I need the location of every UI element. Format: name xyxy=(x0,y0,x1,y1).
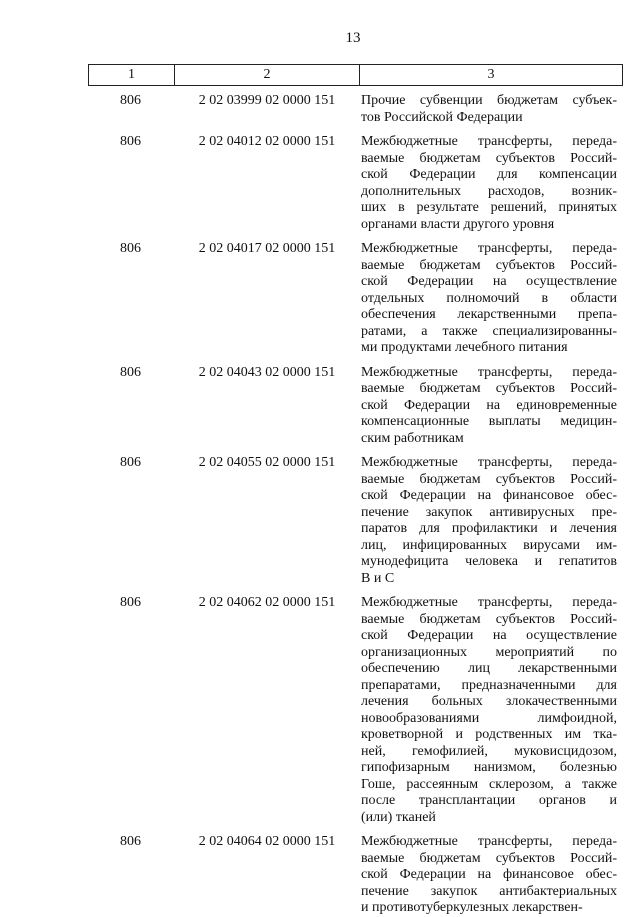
budget-classification-code-cell: 2 02 04043 02 0000 151 xyxy=(198,364,336,380)
table-row xyxy=(88,455,623,587)
revenue-name-line: обеспечению лиц лекарственными xyxy=(361,661,617,676)
revenue-name-line: ской Федерации для компенсации xyxy=(361,167,617,182)
revenue-name-line: ваемые бюджетам субъектов Россий- xyxy=(361,611,617,627)
budget-classification-code-cell: 2 02 04017 02 0000 151 xyxy=(198,241,336,256)
revenue-name-line: ми продуктами лечебного питания xyxy=(361,340,568,355)
revenue-name-line: мунодефицита человека и гепатитов xyxy=(361,554,617,569)
page-number: 13 xyxy=(345,30,361,46)
table-body xyxy=(88,93,623,917)
admin-code-cell: 806 xyxy=(120,455,141,470)
revenue-name-line: ской Федерации на финансовое обес- xyxy=(361,488,617,503)
admin-code-cell: 806 xyxy=(120,93,141,108)
revenue-name-line: Гоше, рассеянным склерозом, а также xyxy=(361,776,617,792)
revenue-name-line: кроветворной и родственных им тка- xyxy=(361,727,617,742)
revenue-name-line: препаратами, предназначенными для xyxy=(361,677,617,693)
revenue-name-line: паратов для профилактики и лечения xyxy=(361,521,617,536)
revenue-name-line: ней, гемофилией, муковисцидозом, xyxy=(361,743,617,759)
revenue-name-line: органами власти другого уровня xyxy=(361,216,555,232)
admin-code-cell: 806 xyxy=(120,364,141,380)
revenue-name-line: ваемые бюджетам субъектов Россий- xyxy=(361,850,617,866)
revenue-name-cell xyxy=(357,241,623,357)
revenue-name-line: и противотуберкулезных лекарствен- xyxy=(361,900,583,915)
revenue-name-line: тов Российской Федерации xyxy=(361,109,523,125)
revenue-name-cell xyxy=(357,834,623,917)
revenue-name-line: ской Федерации на осуществление xyxy=(361,274,617,289)
revenue-name-line: Межбюджетные трансферты, переда- xyxy=(361,455,617,470)
budget-classification-code-cell: 2 02 03999 02 0000 151 xyxy=(198,93,336,108)
budget-classification-code-cell: 2 02 04062 02 0000 151 xyxy=(198,595,336,610)
revenue-name-line: В и С xyxy=(361,570,395,586)
revenue-name-line: (или) тканей xyxy=(361,809,436,825)
revenue-name-cell xyxy=(357,455,623,587)
admin-code-cell: 806 xyxy=(120,134,141,149)
revenue-name-line: гипофизарным нанизмом, болезнью xyxy=(361,760,617,775)
revenue-name-line: ших в результате решений, принятых xyxy=(361,200,617,215)
admin-code-cell: 806 xyxy=(120,241,141,256)
revenue-name-line: ской Федерации на осуществление xyxy=(361,628,617,643)
revenue-name-line: лечения больных злокачественными xyxy=(361,694,617,709)
revenue-name-line: Межбюджетные трансферты, переда- xyxy=(361,134,617,149)
column-header-1: 1 xyxy=(89,65,175,85)
table-row xyxy=(88,134,623,233)
revenue-name-line: ской Федерации на единовременные xyxy=(361,397,617,413)
revenue-name-line: компенсационные выплаты медицин- xyxy=(361,414,617,429)
revenue-name-line: обеспечения лекарственными препа- xyxy=(361,307,617,322)
revenue-name-cell xyxy=(357,365,623,448)
revenue-name-line: ваемые бюджетам субъектов Россий- xyxy=(361,381,617,396)
budget-code-table xyxy=(88,64,623,917)
revenue-name-line: дополнительных расходов, возник- xyxy=(361,183,617,199)
revenue-name-line: ской Федерации на финансовое обес- xyxy=(361,867,617,882)
column-header-2: 2 xyxy=(175,65,360,85)
revenue-name-line: ваемые бюджетам субъектов Россий- xyxy=(361,257,617,273)
revenue-name-line: ратами, а также специализированны- xyxy=(361,323,617,339)
budget-classification-code-cell: 2 02 04055 02 0000 151 xyxy=(198,455,336,470)
revenue-name-line: ваемые бюджетам субъектов Россий- xyxy=(361,471,617,487)
budget-classification-code-cell: 2 02 04064 02 0000 151 xyxy=(198,834,336,849)
revenue-name-line: ским работникам xyxy=(361,430,464,446)
revenue-name-cell xyxy=(357,595,623,826)
revenue-name-line: организационных мероприятий по xyxy=(361,644,617,660)
revenue-name-line: Межбюджетные трансферты, переда- xyxy=(361,364,617,380)
revenue-name-cell xyxy=(357,134,623,233)
column-header-3: 3 xyxy=(487,67,495,82)
revenue-name-line: новообразованиями лимфоидной, xyxy=(361,710,617,726)
table-row xyxy=(88,241,623,357)
table-row xyxy=(88,365,623,448)
table-header-row xyxy=(88,64,623,86)
revenue-name-line: отдельных полномочий в области xyxy=(361,290,617,306)
budget-classification-code-cell: 2 02 04012 02 0000 151 xyxy=(198,134,336,149)
table-row xyxy=(88,834,623,917)
revenue-name-line: Межбюджетные трансферты, переда- xyxy=(361,834,617,849)
revenue-name-cell xyxy=(357,93,623,126)
revenue-name-line: Прочие субвенции бюджетам субъек- xyxy=(361,93,617,108)
revenue-name-line: Межбюджетные трансферты, переда- xyxy=(361,241,617,256)
admin-code-cell: 806 xyxy=(120,834,141,849)
revenue-name-line: Межбюджетные трансферты, переда- xyxy=(361,595,617,610)
revenue-name-line: лиц, инфицированных вирусами им- xyxy=(361,537,617,553)
revenue-name-line: ваемые бюджетам субъектов Россий- xyxy=(361,150,617,166)
table-row xyxy=(88,595,623,826)
admin-code-cell: 806 xyxy=(120,595,141,610)
revenue-name-line: после трансплантации органов и xyxy=(361,793,617,808)
revenue-name-line: печение закупок антибактериальных xyxy=(361,883,617,899)
table-row xyxy=(88,93,623,126)
revenue-name-line: печение закупок антивирусных пре- xyxy=(361,504,617,520)
